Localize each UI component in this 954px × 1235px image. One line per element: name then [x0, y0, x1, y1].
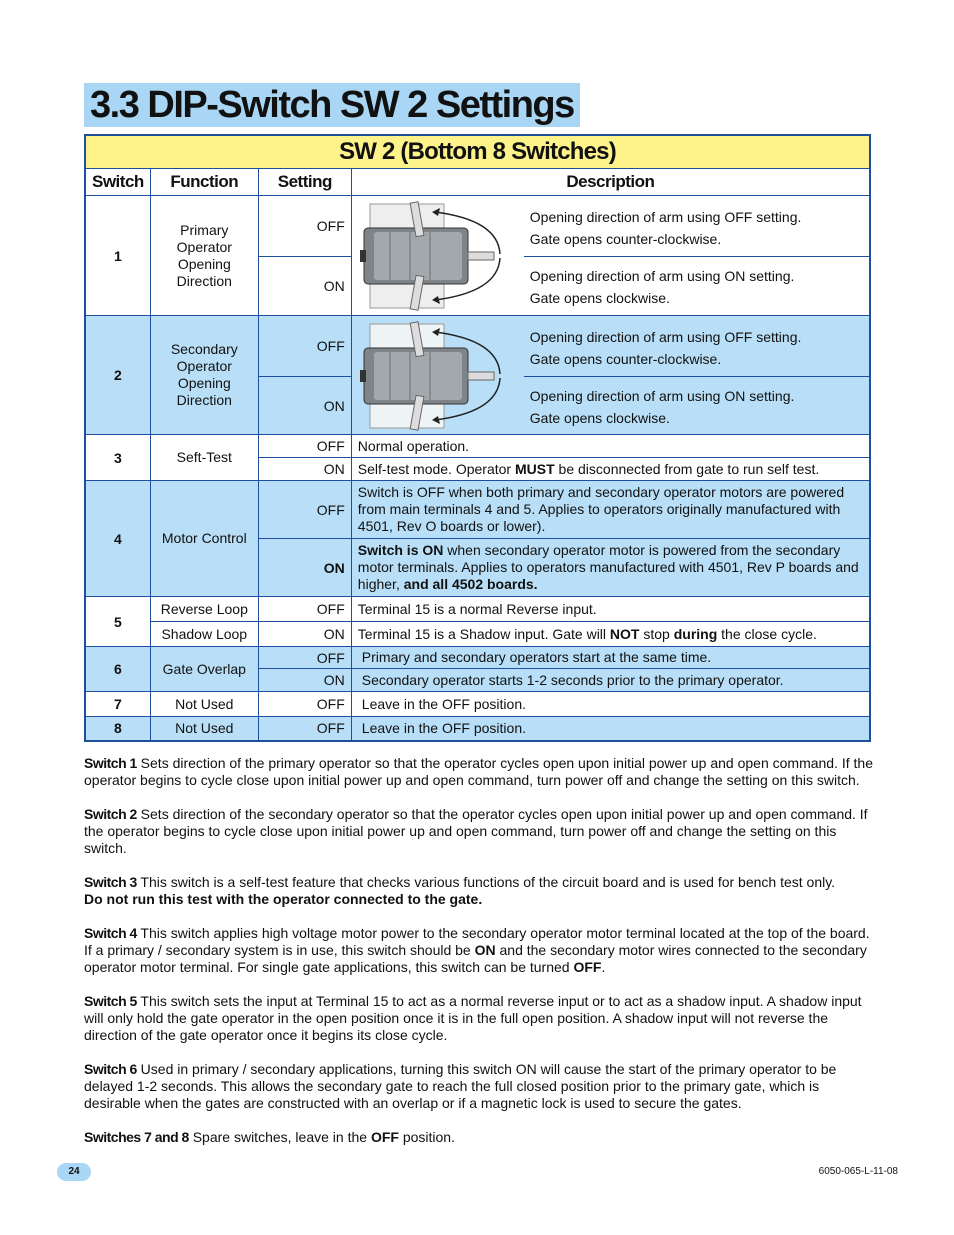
desc-on: [530, 385, 863, 429]
function-label: Seft-Test: [150, 435, 258, 481]
table-row: [85, 316, 870, 377]
note-text: This switch sets the input at Terminal 15 to act as a normal reverse input or to act as a shadow input. A shadow input will only hold the gate operator in the open position once it is in the full open position. A shadow input will not reverse the direction of the gate operator once it begins its close cycle.: [84, 993, 862, 1043]
desc-off: Leave in the OFF position.: [351, 692, 870, 717]
document-id: 6050-065-L-11-08: [818, 1166, 898, 1177]
header-function: Function: [150, 169, 258, 196]
desc-off: Switch is OFF when both primary and secondary operator motors are powered from main terminals 4 and 5. Applies to operators originally manufactured with 4501, Rev O boards or lower).: [351, 481, 870, 539]
setting-on: ON: [258, 257, 351, 316]
note-text: This switch is a self-test feature that checks various functions of the circuit board and is used for bench test only.: [136, 874, 836, 890]
note-label: Switch 3: [84, 874, 137, 890]
header-setting: Setting: [258, 169, 351, 196]
desc-off-line1: Opening direction of arm using OFF setting.: [529, 329, 802, 345]
switch-number: 8: [85, 717, 150, 741]
table-row: [85, 647, 870, 669]
table-row: [85, 196, 870, 257]
switch-number: 4: [85, 481, 150, 597]
operator-body-icon: [360, 322, 494, 430]
desc-off: [530, 206, 863, 250]
note-switch-1: [84, 755, 874, 789]
desc-emphasis: NOT: [609, 625, 640, 642]
function-label: Secondary Operator Opening Direction: [150, 316, 258, 435]
desc-text: when secondary operator motor is powered from the secondary motor terminals. Applies to operators manufactured with 4501, Rev P boards and higher,: [357, 542, 859, 592]
setting-on: ON: [258, 458, 351, 481]
direction-diagram-cell: [351, 196, 870, 316]
table-row: [85, 435, 870, 458]
desc-on: [351, 458, 870, 481]
table-row: [85, 597, 870, 622]
desc-off: [530, 326, 863, 370]
note-label: Switch 1: [84, 755, 137, 771]
setting-off: OFF: [258, 196, 351, 257]
note-label: Switch 4: [84, 925, 137, 941]
switch-number: 6: [85, 647, 150, 692]
note-emphasis: ON: [474, 942, 496, 958]
switch-number: 3: [85, 435, 150, 481]
note-label: Switch 6: [84, 1061, 137, 1077]
setting-on: ON: [258, 377, 351, 435]
table-row: [85, 481, 870, 539]
sw2-settings-table: [84, 134, 871, 742]
setting-on: ON: [258, 539, 351, 597]
table-row: [85, 717, 870, 741]
operator-arm-diagram: [360, 200, 530, 312]
desc-text: Self-test mode. Operator: [357, 460, 515, 477]
desc-off: Normal operation.: [351, 435, 870, 458]
note-warning: Do not run this test with the operator connected to the gate.: [84, 891, 483, 907]
table-row: [85, 692, 870, 717]
switch-number: 1: [85, 196, 150, 316]
function-label: Not Used: [150, 717, 258, 741]
desc-off-line2: Gate opens counter-clockwise.: [529, 231, 722, 247]
page-title: 3.3 DIP-Switch SW 2 Settings: [84, 83, 580, 127]
setting-on: ON: [258, 622, 351, 647]
desc-emphasis: and all 4502 boards.: [403, 576, 538, 592]
setting-off: OFF: [258, 647, 351, 669]
desc-text: the close cycle.: [717, 625, 817, 642]
note-label: Switch 5: [84, 993, 137, 1009]
note-switch-4: [84, 925, 874, 976]
desc-emphasis: MUST: [514, 460, 555, 477]
note-switch-5: [84, 993, 874, 1044]
note-text: Sets direction of the secondary operator so that the operator cycles open upon initial power up and open command. If the operator begins to cycle close upon initial power up and open command, turn power off and change the setting on this switch.: [84, 806, 868, 856]
setting-off: OFF: [258, 481, 351, 539]
desc-text: be disconnected from gate to run self test.: [554, 460, 820, 477]
desc-on: [530, 265, 863, 309]
note-text: and the secondary motor wires connected to the secondary operator motor terminal. For single gate applications, this switch can be turned: [84, 942, 867, 975]
note-switch-3: [84, 874, 874, 908]
desc-off: Primary and secondary operators start at the same time.: [351, 647, 870, 669]
desc-off-line2: Gate opens counter-clockwise.: [529, 351, 722, 367]
desc-off: Terminal 15 is a normal Reverse input.: [351, 597, 870, 622]
setting-off: OFF: [258, 597, 351, 622]
operator-arm-diagram: [360, 320, 530, 432]
note-switch-2: [84, 806, 874, 857]
function-label: Reverse Loop: [150, 597, 258, 622]
page-number: 24: [57, 1163, 91, 1181]
note-text: This switch applies high voltage motor power to the secondary operator motor terminal located at the top of the board. If a primary / secondary system is in use, this switch should be: [84, 925, 870, 958]
note-text: .: [601, 959, 606, 975]
desc-on: Secondary operator starts 1-2 seconds prior to the primary operator.: [351, 669, 870, 692]
header-description: Description: [351, 169, 870, 196]
setting-off: OFF: [258, 316, 351, 377]
switch-number: 5: [85, 597, 150, 647]
setting-off: OFF: [258, 692, 351, 717]
table-row: [85, 622, 870, 647]
note-text: position.: [398, 1129, 455, 1145]
switch-notes: [84, 755, 874, 1163]
operator-body-icon: [360, 202, 494, 310]
function-label: Gate Overlap: [150, 647, 258, 692]
note-text: Used in primary / secondary applications, turning this switch ON will cause the start of the primary operator to be delayed 1-2 seconds. This allows the secondary gate to reach the full closed position prior to the primary gate, which is desirable when the gates are constructed with an overlap or if a magnetic lock is used to secure the gates.: [84, 1061, 837, 1111]
desc-on-line1: Opening direction of arm using ON setting.: [529, 388, 795, 404]
function-label: Primary Operator Opening Direction: [150, 196, 258, 316]
desc-on: [351, 539, 870, 597]
desc-on-line2: Gate opens clockwise.: [529, 290, 670, 306]
desc-emphasis: during: [673, 625, 718, 642]
setting-on: ON: [258, 669, 351, 692]
note-text: Sets direction of the primary operator so that the operator cycles open upon initial power up and open command. If the operator begins to cycle close upon initial power up and open command, turn power off and change the setting on this switch.: [84, 755, 873, 788]
function-label: Motor Control: [150, 481, 258, 597]
setting-off: OFF: [258, 717, 351, 741]
header-switch: Switch: [85, 169, 150, 196]
function-label: Shadow Loop: [150, 622, 258, 647]
switch-number: 2: [85, 316, 150, 435]
desc-on-line2: Gate opens clockwise.: [529, 410, 670, 426]
note-emphasis: OFF: [573, 959, 602, 975]
desc-emphasis: Switch is ON: [357, 542, 444, 558]
switch-number: 7: [85, 692, 150, 717]
table-header-row: [85, 169, 870, 196]
note-emphasis: OFF: [370, 1129, 399, 1145]
note-text: Spare switches, leave in the: [188, 1129, 371, 1145]
note-switches-7-8: [84, 1129, 874, 1146]
note-label: Switches 7 and 8: [84, 1129, 189, 1145]
note-label: Switch 2: [84, 806, 137, 822]
direction-diagram-cell: [351, 316, 870, 435]
table-caption: SW 2 (Bottom 8 Switches): [85, 135, 870, 169]
function-label: Not Used: [150, 692, 258, 717]
note-switch-6: [84, 1061, 874, 1112]
setting-off: OFF: [258, 435, 351, 458]
desc-off-line1: Opening direction of arm using OFF setting.: [529, 209, 802, 225]
desc-off: Leave in the OFF position.: [351, 717, 870, 741]
desc-on-line1: Opening direction of arm using ON setting.: [529, 268, 795, 284]
desc-on: [351, 622, 870, 647]
desc-text: stop: [639, 625, 674, 642]
desc-text: Terminal 15 is a Shadow input. Gate will: [357, 625, 610, 642]
